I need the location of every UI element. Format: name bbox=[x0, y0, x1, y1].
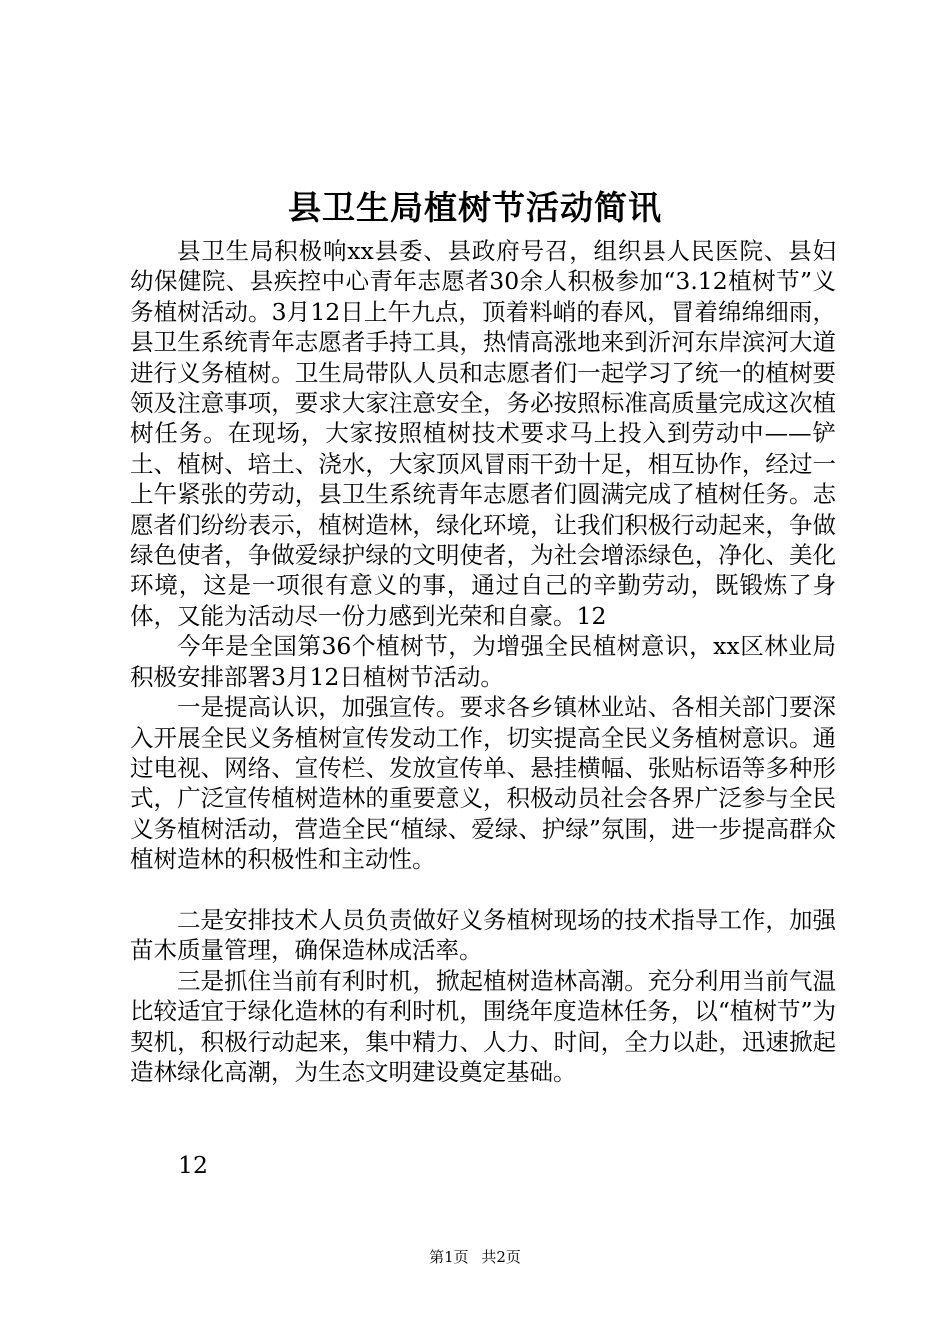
paragraph-5: 三是抓住当前有利时机，掀起植树造林高潮。充分利用当前气温比较适宜于绿化造林的有利时机，围绕年度造林任务，以“植树节”为契机，积极行动起来，集中精力、人力、时间，全力以赴，迅速掀起造林绿化高潮，为生态文明建设奠定基础。 bbox=[130, 966, 836, 1086]
paragraph-1: 县卫生局积极响xx县委、县政府号召，组织县人民医院、县妇幼保健院、县疾控中心青年志愿者30余人积极参加“3.12植树节”义务植树活动。3月12日上午九点，顶着料峭的春风，冒着绵绵细雨，县卫生系统青年志愿者手持工具，热情高涨地来到沂河东岸滨河大道进行义务植树。卫生局带队人员和志愿者们一起学习了统一的植树要领及注意事项，要求大家注意安全，务必按照标准高质量完成这次植树任务。在现场，大家按照植树技术要求马上投入到劳动中——铲土、植树、培土、浇水，大家顶风冒雨干劲十足，相互协作，经过一上午紧张的劳动，县卫生系统青年志愿者们圆满完成了植树任务。志愿者们纷纷表示，植树造林，绿化环境，让我们积极行动起来，争做绿色使者，争做爱绿护绿的文明使者，为社会增添绿色，净化、美化环境，这是一项很有意义的事，通过自己的辛勤劳动，既锻炼了身体，又能为活动尽一份力感到光荣和自豪。12 bbox=[130, 237, 836, 630]
document-title: 县卫生局植树节活动简讯 bbox=[288, 188, 662, 227]
trailing-number: 12 bbox=[178, 1151, 208, 1179]
paragraph-4: 二是安排技术人员负责做好义务植树现场的技术指导工作，加强苗木质量管理，确保造林成活率。 bbox=[130, 905, 836, 965]
paragraph-3: 一是提高认识，加强宣传。要求各乡镇林业站、各相关部门要深入开展全民义务植树宣传发动工作，切实提高全民义务植树意识。通过电视、网络、宣传栏、发放宣传单、悬挂横幅、张贴标语等多种形式，广泛宣传植树造林的重要意义，积极动员社会各界广泛参与全民义务植树活动，营造全民“植绿、爱绿、护绿”氛围，进一步提高群众植树造林的积极性和主动性。 bbox=[130, 693, 836, 874]
page-footer: 第1页 共2页 bbox=[429, 1248, 521, 1266]
document-body bbox=[130, 236, 836, 1087]
paragraph-2: 今年是全国第36个植树节，为增强全民植树意识，xx区林业局积极安排部署3月12日植树节活动。 bbox=[130, 632, 836, 691]
